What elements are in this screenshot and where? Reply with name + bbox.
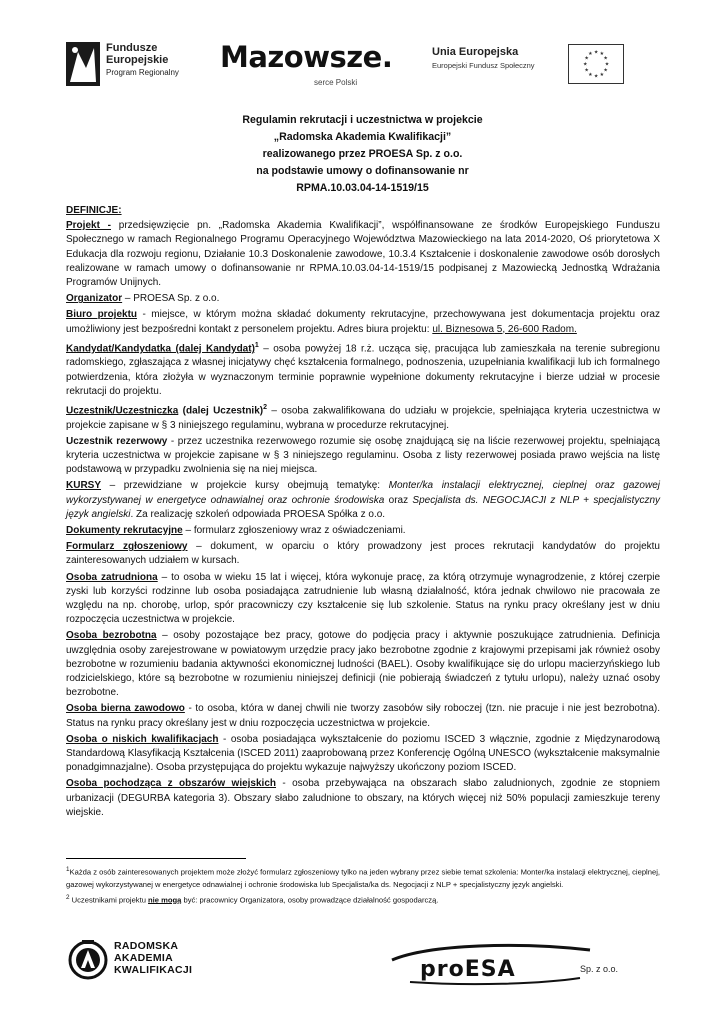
def-niskie	[66, 733, 660, 776]
text-bierna: - to osoba, która w danej chwili nie tworzy zasobów siły roboczej (tzn. nie pracuje i nie jest bezrobotna). Status na rynku pracy określany jest w dniu rozpoczęcia uczestnictwa w projekcie.	[66, 703, 660, 729]
ue-logo-text	[432, 46, 562, 70]
ue-title: Unia Europejska	[432, 46, 519, 58]
text-dokumenty: – formularz zgłoszeniowy wraz z oświadczeniami.	[182, 524, 406, 536]
text-formularz: – dokument, w oparciu o który prowadzony jest proces rekrutacji kandydatów do projektu zainteresowanych udziałem w kursach.	[66, 541, 660, 567]
footnote-1	[66, 864, 660, 891]
footnote-2-num: 2	[66, 893, 70, 901]
svg-text:★: ★	[593, 50, 599, 56]
footnote-2	[66, 892, 660, 907]
svg-text:★: ★	[588, 72, 593, 78]
footnote-1-num: 1	[66, 866, 70, 873]
title-line1: Regulamin rekrutacji i uczestnictwa w projekcie	[242, 114, 483, 126]
term-bierna: Osoba bierna zawodowo	[66, 703, 185, 715]
def-bierna	[66, 702, 660, 730]
term-biuro: Biuro projektu	[66, 309, 138, 321]
def-zatrudniona	[66, 571, 660, 628]
fe-star-icon	[66, 42, 100, 86]
text-kandydat: – osoba powyżej 18 r.ż. ucząca się, pracująca lub zamieszkała na terenie subregionu radomskiego, zgłaszająca z własnej inicjatywy chęć kształcenia formalnego, podnoszenia, uzupełniania kwalifikacji lub ich formalnego potwierdzenia, która złożyła w wyznaczonym terminie poprawnie wypełnione dokumenty rekrutacyjne i bierze udział w procesie rekrutacji do projektu.	[66, 343, 660, 397]
text-organizator: – PROESA Sp. z o.o.	[122, 293, 220, 305]
term-uczestnik: Uczestnik/Uczestniczka	[66, 405, 179, 417]
svg-text:★: ★	[603, 68, 608, 74]
svg-text:★: ★	[603, 56, 608, 62]
def-projekt	[66, 219, 660, 290]
kursy-end: . Za realizację szkoleń odpowiada PROESA Spółka z o.o.	[130, 508, 386, 520]
ue-sub: Europejski Fundusz Społeczny	[432, 61, 535, 70]
document-title	[0, 112, 725, 197]
text-rezerwowy: - przez uczestnika rezerwowego rozumie się osobę znajdującą się na liście rezerwowej projektu, spełniającą kryteria uczestnictwa w projekcie zapisane w § 3 niniejszego regulaminu. Osoba z listy rezerwowej posiada prawo wejścia na listę podstawową w przypadku zwolnienia się na niej miejsca.	[66, 435, 660, 476]
footer-logos	[0, 938, 725, 988]
rak-line3: KWALIFIKACJI	[114, 964, 193, 976]
term-niskie: Osoba o niskich kwalifikacjach	[66, 733, 219, 745]
def-formularz	[66, 540, 660, 568]
svg-text:★: ★	[582, 62, 588, 68]
svg-text:★: ★	[599, 72, 604, 78]
term-bezrobotna: Osoba bezrobotna	[66, 630, 157, 642]
text-niskie: - osoba posiadająca wykształcenie do poziomu ISCED 3 włącznie, zgodnie z Międzynarodową Standardową Klasyfikacją Kształcenia (ISCED 2011) zaaprobowaną przez Konferencję Ogólną UNESCO (wykształcenie maksymalnie ponadgimnazjalne). Osoba przystępująca do projektu wykazuje najwyższy ukończony poziom ISCED.	[66, 733, 660, 774]
fe-line2: Europejskie	[106, 54, 169, 66]
def-kandydat	[66, 339, 660, 399]
text-bezrobotna: – osoby pozostające bez pracy, gotowe do podjęcia pracy i aktywnie poszukujące zatrudnienia. Definicja uwzględnia osoby zarejestrowane w powiatowym urzędzie pracy jako bezrobotne zgodnie z krajowymi przepisami jak również osoby bezrobotne w rozumieniu badania aktywności ekonomicznej ludności (BAEL). Osoby kwalifikujące się do urlopu macierzyńskiego lub rodzicielskiego, które są bezrobotne w rozumieniu niniejszej definicji (nie pobierają świadczeń z tytułu urlopu), należy uznać osoby bezrobotne.	[66, 630, 660, 699]
biuro-address: ul. Biznesowa 5, 26-600 Radom.	[432, 323, 577, 335]
def-kursy	[66, 479, 660, 522]
footnote-2-pre: Uczestnikami projektu	[69, 895, 149, 905]
proesa-sp: Sp. z o.o.	[580, 964, 619, 974]
title-line2: „Radomska Akademia Kwalifikacji”	[273, 131, 452, 143]
footnote-2-emph: nie mogą	[148, 895, 182, 905]
svg-text:★: ★	[584, 56, 589, 62]
term-uczestnik-2: (dalej Uczestnik)	[178, 405, 264, 417]
footnote-divider	[66, 858, 246, 859]
text-biuro: - miejsce, w którym można składać dokumenty rekrutacyjne, przechowywana jest dokumentacja projektu oraz umożliwiony jest bezpośredni kontakt z personelem projektu. Adres biura projektu:	[66, 309, 660, 335]
kursy-topic-2: Specjalista ds. NEGOCJACJI z NLP + specjalistyczny język angielski	[66, 494, 661, 520]
def-bezrobotna	[66, 629, 660, 700]
definitions-heading: DEFINICJE:	[66, 205, 122, 216]
svg-text:★: ★	[593, 74, 599, 80]
rak-logo	[68, 938, 208, 986]
term-kursy: KURSY	[66, 480, 102, 492]
term-dokumenty: Dokumenty rekrutacyjne	[66, 524, 183, 536]
fe-line1: Fundusze	[106, 42, 158, 54]
kursy-oraz: oraz	[384, 494, 413, 506]
term-zatrudniona: Osoba zatrudniona	[66, 571, 158, 583]
svg-text:★: ★	[599, 51, 604, 57]
header-logos	[0, 38, 725, 100]
rak-shield-icon	[68, 938, 108, 982]
fundusze-europejskie-logo	[66, 40, 196, 90]
svg-text:★: ★	[584, 68, 589, 74]
kursy-topic-1: Monter/ka instalacji elektrycznej, cieplnej oraz gazowej wykorzystywanej w energetyce odnawialnej oraz ochronie środowiska	[66, 480, 660, 506]
def-uczestnik	[66, 401, 660, 433]
title-line5: RPMA.10.03.04-14-1519/15	[296, 182, 429, 194]
text-kursy: – przewidziane w projekcie kursy obejmują tematykę:	[101, 480, 389, 492]
title-line4: na podstawie umowy o dofinansowanie nr	[256, 165, 469, 177]
title-line3: realizowanego przez PROESA Sp. z o.o.	[262, 148, 463, 160]
text-zatrudniona: – to osoba w wieku 15 lat i więcej, która wykonuje pracę, za którą otrzymuje wynagrodzenie, z której czerpie zyski lub korzyści rodzinne lub osoba posiadająca zatrudnienie lub własną działalność, która jednak chwilowo nie pracowała ze względu na np. chorobę, urlop, spór pracowniczy czy kształcenie się lub szkolenie. Status na rynku pracy określany jest w dniu rozpoczęcia uczestnictwa w projekcie.	[66, 571, 661, 626]
eu-flag-icon	[568, 44, 624, 84]
definitions-section	[66, 204, 660, 822]
term-formularz: Formularz zgłoszeniowy	[66, 541, 188, 553]
footnote-1-text: Każda z osób zainteresowanych projektem może złożyć formularz zgłoszeniowy tylko na jeden wybrany przez siebie temat szkolenia: Monter/ka instalacji elektrycznej, cieplnej, gazowej wykorzystywanej w energetyce odnawialnej i ochronie środowiska lub Specjalista/ka ds. Negocjacji z NLP + specjalistyczny język angielski.	[66, 867, 660, 889]
term-rezerwowy: Uczestnik rezerwowy	[66, 435, 168, 447]
mazowsze-wordmark: Mazowsze.	[220, 40, 393, 74]
text-wiejska: - osoba przebywająca na obszarach słabo zaludnionych, zgodnie ze stopniem urbanizacji (DEGURBA kategoria 3). Obszary słabo zaludnione to obszary, na których więcej niż 50% populacji zamieszkuje tereny wiejskie.	[66, 778, 660, 818]
proesa-wordmark: proESA	[420, 957, 516, 982]
mazowsze-sub: serce Polski	[314, 78, 358, 87]
def-biuro	[66, 308, 660, 336]
fe-sub: Program Regionalny	[106, 68, 179, 77]
text-uczestnik: – osoba zakwalifikowana do udziału w projekcie, spełniająca kryteria uczestnictwa w projekcie zapisane w § 3 niniejszego regulaminu, wybrana w procedurze rekrutacyjnej.	[66, 405, 660, 431]
rak-line2: AKADEMIA	[114, 952, 173, 964]
term-projekt: Projekt -	[66, 220, 111, 232]
rak-line1: RADOMSKA	[114, 940, 179, 952]
svg-text:★: ★	[604, 62, 610, 68]
footnote-ref-1: 1	[254, 341, 259, 349]
footnote-ref-2: 2	[263, 403, 268, 411]
footnotes	[66, 864, 660, 907]
mazowsze-logo	[216, 40, 416, 94]
text-projekt: przedsięwzięcie pn. „Radomska Akademia Kwalifikacji”, współfinansowane ze środków Europejskiego Funduszu Społecznego w ramach Regionalnego Programu Operacyjnego Województwa Mazowieckiego na lata 2014-2020, Oś priorytetowa X Edukacja dla rozwoju regionu, Działanie 10.3 Doskonalenie zawodowe, 10.3.4 Kształcenie i doskonalenie zawodowe osób dorosłych realizowane w ramach umowy o dofinansowanie nr RPMA.10.03.04-14-1519/15 podpisanej z Mazowiecką Jednostką Wdrażania Programów Unijnych.	[66, 220, 660, 289]
footnote-2-post: być: pracownicy Organizatora, osoby prowadzące działalność gospodarczą.	[181, 895, 439, 905]
def-wiejska	[66, 777, 660, 820]
rak-text	[114, 940, 192, 976]
def-rezerwowy	[66, 435, 660, 478]
term-kandydat: Kandydat/Kandydatka (dalej Kandydat)	[66, 343, 255, 355]
def-dokumenty	[66, 524, 660, 538]
term-organizator: Organizator	[66, 293, 123, 305]
term-wiejska: Osoba pochodząca z obszarów wiejskich	[66, 778, 277, 790]
svg-text:★: ★	[588, 51, 593, 57]
def-organizator	[66, 292, 660, 306]
